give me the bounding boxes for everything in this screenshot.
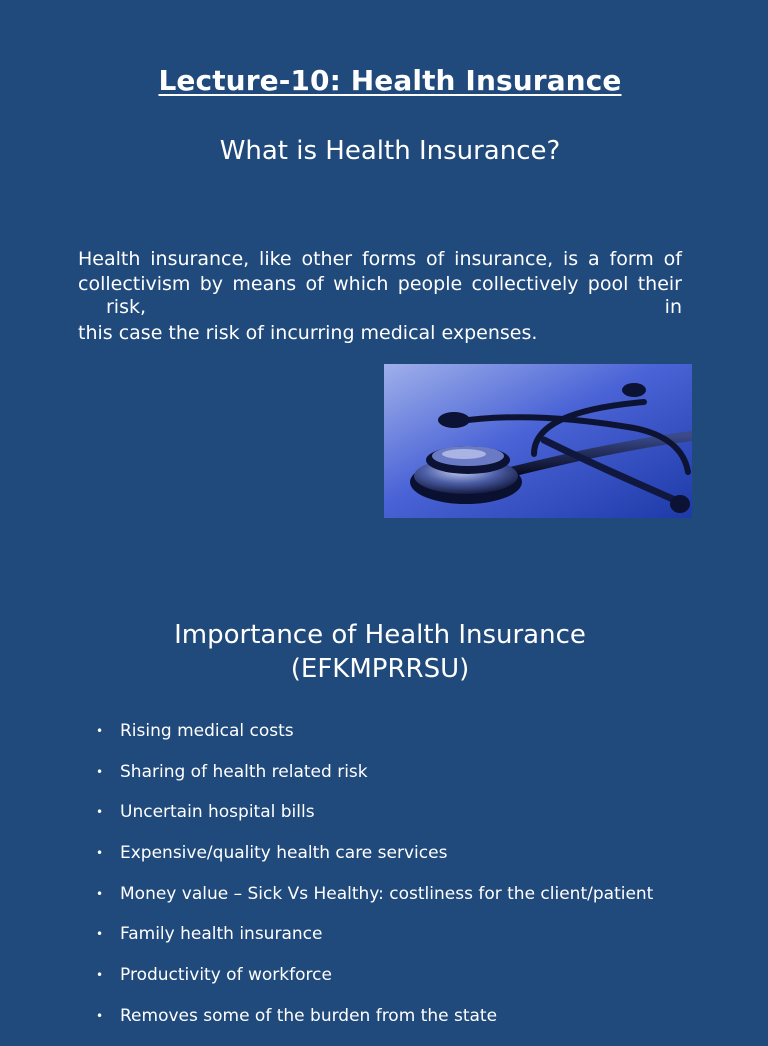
bullet-icon: •: [96, 805, 104, 820]
list-item-text: Expensive/quality health care services: [120, 843, 448, 864]
bullet-icon: •: [96, 1008, 104, 1023]
lecture-title: Lecture-10: Health Insurance: [158, 64, 622, 97]
bullet-icon: •: [96, 886, 104, 901]
definition-line-1: Health insurance, like other forms of insurance, is a form of: [78, 248, 682, 270]
list-item: [96, 883, 756, 924]
bullet-icon: •: [96, 968, 104, 983]
stethoscope-image: [384, 364, 692, 518]
importance-heading-line-2: (EFKMPRRSU): [290, 654, 470, 685]
list-item-text: Money value – Sick Vs Healthy: costliness for the client/patient: [120, 883, 654, 904]
list-item: [96, 964, 756, 1005]
importance-bullet-list: [96, 720, 756, 1046]
list-item: [96, 761, 756, 802]
list-item: [96, 720, 756, 761]
list-item: [96, 1005, 756, 1046]
list-item: [96, 842, 756, 883]
list-item: [96, 923, 756, 964]
list-item-text: Removes some of the burden from the state: [120, 1005, 498, 1026]
list-item-text: Productivity of workforce: [120, 965, 332, 986]
list-item-text: Uncertain hospital bills: [120, 802, 315, 823]
bullet-icon: •: [96, 724, 104, 738]
importance-heading: [0, 618, 760, 687]
definition-line-3: this case the risk of incurring medical expenses.: [78, 321, 538, 344]
list-item-text: Rising medical costs: [120, 721, 294, 741]
importance-heading-line-1: Importance of Health Insurance: [174, 620, 586, 650]
bullet-icon: •: [96, 764, 104, 779]
definition-line-2: collectivism by means of which people collectively pool their risk, in: [78, 273, 682, 319]
definition-paragraph: [78, 248, 682, 347]
bullet-icon: •: [96, 846, 104, 861]
section-heading-what-is: What is Health Insurance?: [219, 136, 561, 166]
list-item-text: Family health insurance: [120, 924, 323, 945]
list-item-text: Sharing of health related risk: [120, 761, 368, 782]
bullet-icon: •: [96, 927, 104, 942]
list-item: [96, 801, 756, 842]
